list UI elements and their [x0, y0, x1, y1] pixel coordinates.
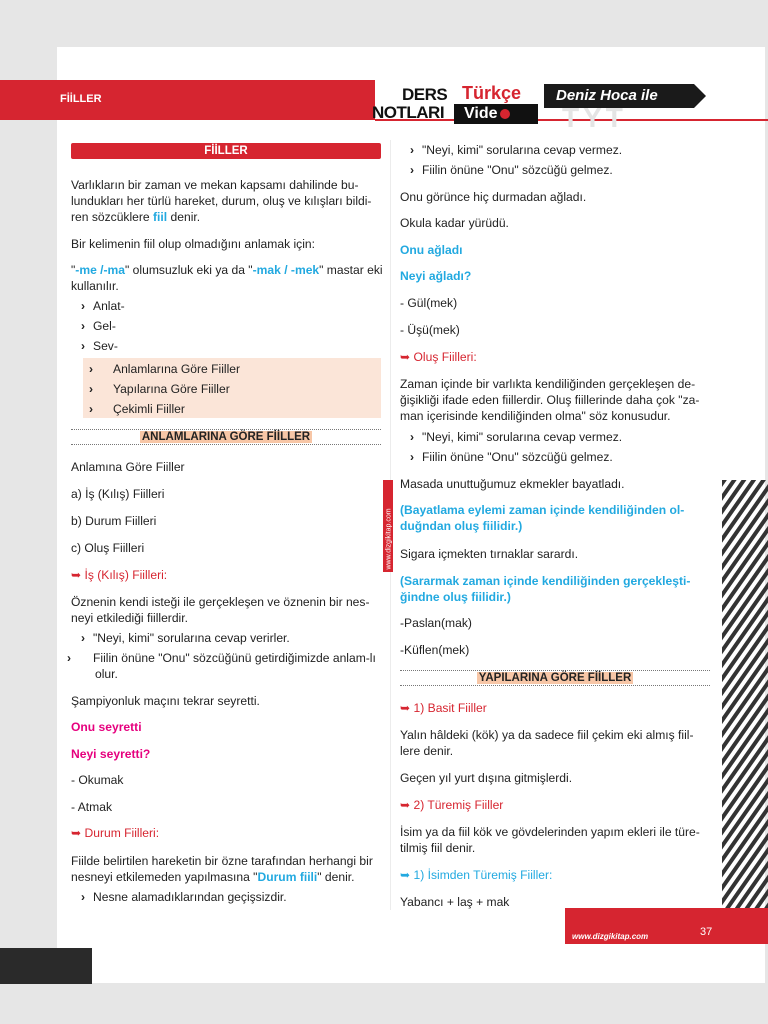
brand-turkce: Türkçe	[462, 83, 522, 103]
is-heading	[71, 567, 383, 583]
menu-text: Çekimli Fiiller	[113, 402, 185, 416]
brand-notlari: NOTLARI	[372, 103, 445, 122]
p3-end: " mastar eki kullanılır.	[71, 263, 383, 293]
p3-blue1: -me /-ma	[75, 263, 126, 277]
example-text: Sev-	[93, 339, 118, 353]
footer-url[interactable]: www.dizgikitap.com	[572, 932, 649, 941]
section-heading-anlam	[71, 429, 381, 445]
example-item	[81, 318, 116, 334]
r13: Geçen yıl yurt dışına gitmişlerdi.	[400, 771, 573, 785]
olus-bullet	[410, 449, 613, 465]
intro-text: Varlıkların bir zaman ve mekan kapsamı dahilinde bu-lundukları her türlü hareket, durum, oluş ve kılışları bildi-ren sözcüklere	[71, 178, 372, 224]
durum-blue: Durum fiili	[257, 870, 318, 884]
isimden-heading-text: 1) İsimden Türemiş Fiiller:	[413, 868, 553, 882]
decorative-stripes	[722, 480, 768, 910]
is-bullet	[81, 630, 381, 646]
hand-pointer-icon: ➥	[400, 798, 411, 812]
l2: a) İş (Kılış) Fiilleri	[71, 487, 165, 501]
ex1-d: - Atmak	[71, 800, 112, 814]
hand-pointer-icon: ➥	[400, 701, 411, 715]
hand-pointer-icon: ➥	[400, 350, 411, 364]
header-section-title: FİİLLER	[60, 93, 102, 105]
chevron-right-icon: ›	[81, 339, 86, 353]
hand-pointer-icon: ➥	[71, 826, 82, 840]
chevron-right-icon: ›	[410, 143, 415, 157]
chevron-right-icon: ›	[81, 299, 86, 313]
example-text: Anlat-	[93, 299, 125, 313]
chevron-right-icon: ›	[89, 362, 94, 376]
r6: - Üşü(mek)	[400, 323, 460, 337]
menu-text: Anlamlarına Göre Fiiller	[113, 362, 241, 376]
section-heading-yapi	[400, 670, 710, 686]
l3: b) Durum Fiilleri	[71, 514, 157, 528]
r5: - Gül(mek)	[400, 296, 458, 310]
turemis-heading-text: 2) Türemiş Fiiller	[413, 798, 504, 812]
bullet-text: "Neyi, kimi" sorularına cevap vermez.	[422, 143, 623, 157]
p3-mid: " olumsuzluk eki ya da "	[125, 263, 253, 277]
basit-heading	[400, 700, 710, 716]
menu-item	[89, 381, 230, 397]
olus-heading	[400, 349, 710, 365]
bullet-text: Fiilin önüne "Onu" sözcüğünü getirdiğimizde anlam-lı olur.	[93, 651, 376, 681]
chevron-right-icon: ›	[89, 382, 94, 396]
durum-desc	[71, 853, 383, 885]
bullet-text: Fiilin önüne "Onu" sözcüğü gelmez.	[422, 163, 613, 177]
side-url-strip	[383, 480, 393, 572]
basit-heading-text: 1) Basit Fiiller	[413, 701, 487, 715]
intro-paragraph	[71, 177, 383, 225]
right-bullet	[410, 142, 622, 158]
ex1-a: Onu seyretti	[71, 720, 142, 734]
brand-tyt: TYT	[562, 102, 627, 133]
section-heading-text: ANLAMLARINA GÖRE FİİLLER	[141, 431, 311, 443]
box-title: FİİLLER	[71, 143, 381, 159]
durum-heading-text: Durum Fiilleri:	[84, 826, 160, 840]
r7: Masada unuttuğumuz ekmekler bayatladı.	[400, 477, 625, 491]
side-url-text: www.dizgikitap.com	[385, 508, 393, 570]
ex1-c: - Okumak	[71, 773, 124, 787]
arrow-icon	[694, 84, 706, 108]
r11: -Paslan(mak)	[400, 616, 472, 630]
r1: Onu görünce hiç durmadan ağladı.	[400, 190, 587, 204]
ex1-b: Neyi seyretti?	[71, 747, 151, 761]
chevron-right-icon: ›	[67, 651, 72, 665]
example-text: Gel-	[93, 319, 116, 333]
example-item	[81, 298, 125, 314]
chevron-right-icon: ›	[410, 450, 415, 464]
menu-item	[89, 401, 185, 417]
durum-end: " denir.	[317, 870, 355, 884]
durum-bullet	[81, 889, 287, 905]
intro-fiil: fiil	[153, 210, 168, 224]
turemis-desc: İsim ya da fiil kök ve gövdelerinden yapım ekleri ile türe-tilmiş fiil denir.	[400, 825, 700, 855]
header-bar	[0, 80, 375, 120]
menu-item	[89, 361, 240, 377]
l1: Anlamına Göre Fiiller	[71, 460, 185, 474]
p3-q: "	[71, 263, 76, 277]
chevron-right-icon: ›	[81, 890, 86, 904]
p2: Bir kelimenin fiil olup olmadığını anlamak için:	[71, 237, 316, 251]
p3	[71, 262, 383, 294]
brand-video-logo	[454, 104, 538, 124]
page-number: 37	[700, 926, 713, 938]
example-item	[81, 338, 118, 354]
r9: Sigara içmekten tırnaklar sarardı.	[400, 547, 579, 561]
right-bullet	[410, 162, 613, 178]
p3-blue2: -mak / -mek	[252, 263, 320, 277]
chevron-right-icon: ›	[410, 163, 415, 177]
hand-pointer-icon: ➥	[71, 568, 82, 582]
r4: Neyi ağladı?	[400, 269, 472, 283]
r14: Yabancı + laş + mak	[400, 895, 510, 909]
durum-heading	[71, 825, 383, 841]
durum-desc-text: Fiilde belirtilen hareketin bir özne tarafından herhangi bir nesneyi etkilemeden yapılmasına "	[71, 854, 373, 884]
l4: c) Oluş Fiilleri	[71, 541, 145, 555]
hand-pointer-icon: ➥	[400, 868, 411, 882]
olus-desc: Zaman içinde bir varlıkta kendiliğinden gerçekleşen de-ğişikliği ifade eden fiillerdir. Oluş fiillerinde daha çok "za-man içerisinde kendiliğinden olma" söz konusudur.	[400, 377, 700, 423]
r3: Onu ağladı	[400, 243, 463, 257]
bullet-text: Nesne alamadıklarından geçişsizdir.	[93, 890, 287, 904]
chevron-right-icon: ›	[410, 430, 415, 444]
is-desc: Öznenin kendi isteği ile gerçekleşen ve öznenin bir nes-neyi etkilediği fiillerdir.	[71, 595, 370, 625]
olus-bullet	[410, 429, 622, 445]
r10: (Sararmak zaman içinde kendiliğinden gerçekleşti-ğindne oluş fiilidir.)	[400, 574, 691, 604]
chevron-right-icon: ›	[81, 631, 86, 645]
turemis-heading	[400, 797, 710, 813]
play-icon	[500, 109, 510, 119]
menu-text: Yapılarına Göre Fiiller	[113, 382, 230, 396]
section-heading-text: YAPILARINA GÖRE FİİLLER	[478, 672, 632, 684]
r2: Okula kadar yürüdü.	[400, 216, 509, 230]
ex1: Şampiyonluk maçını tekrar seyretti.	[71, 694, 260, 708]
chevron-right-icon: ›	[89, 402, 94, 416]
isimden-heading	[400, 867, 710, 883]
brand-ders: DERS	[402, 85, 448, 104]
olus-heading-text: Oluş Fiilleri:	[413, 350, 477, 364]
chevron-right-icon: ›	[81, 319, 86, 333]
brand-video-text: Vide	[464, 105, 498, 122]
brand-deniz-hoca: Deniz Hoca ile	[544, 84, 694, 108]
footer-dark-block	[0, 948, 92, 984]
basit-desc: Yalın hâldeki (kök) ya da sadece fiil çekim eki almış fiil-lere denir.	[400, 728, 694, 758]
r12: -Küflen(mek)	[400, 643, 470, 657]
bullet-text: "Neyi, kimi" sorularına cevap vermez.	[422, 430, 623, 444]
is-heading-text: İş (Kılış) Fiilleri:	[84, 568, 168, 582]
bullet-text: "Neyi, kimi" sorularına cevap verirler.	[93, 631, 290, 645]
r8: (Bayatlama eylemi zaman içinde kendiliğinden ol-duğndan oluş fiilidir.)	[400, 503, 685, 533]
bullet-text: Fiilin önüne "Onu" sözcüğü gelmez.	[422, 450, 613, 464]
intro-end: denir.	[170, 210, 201, 224]
is-bullet	[67, 650, 395, 682]
